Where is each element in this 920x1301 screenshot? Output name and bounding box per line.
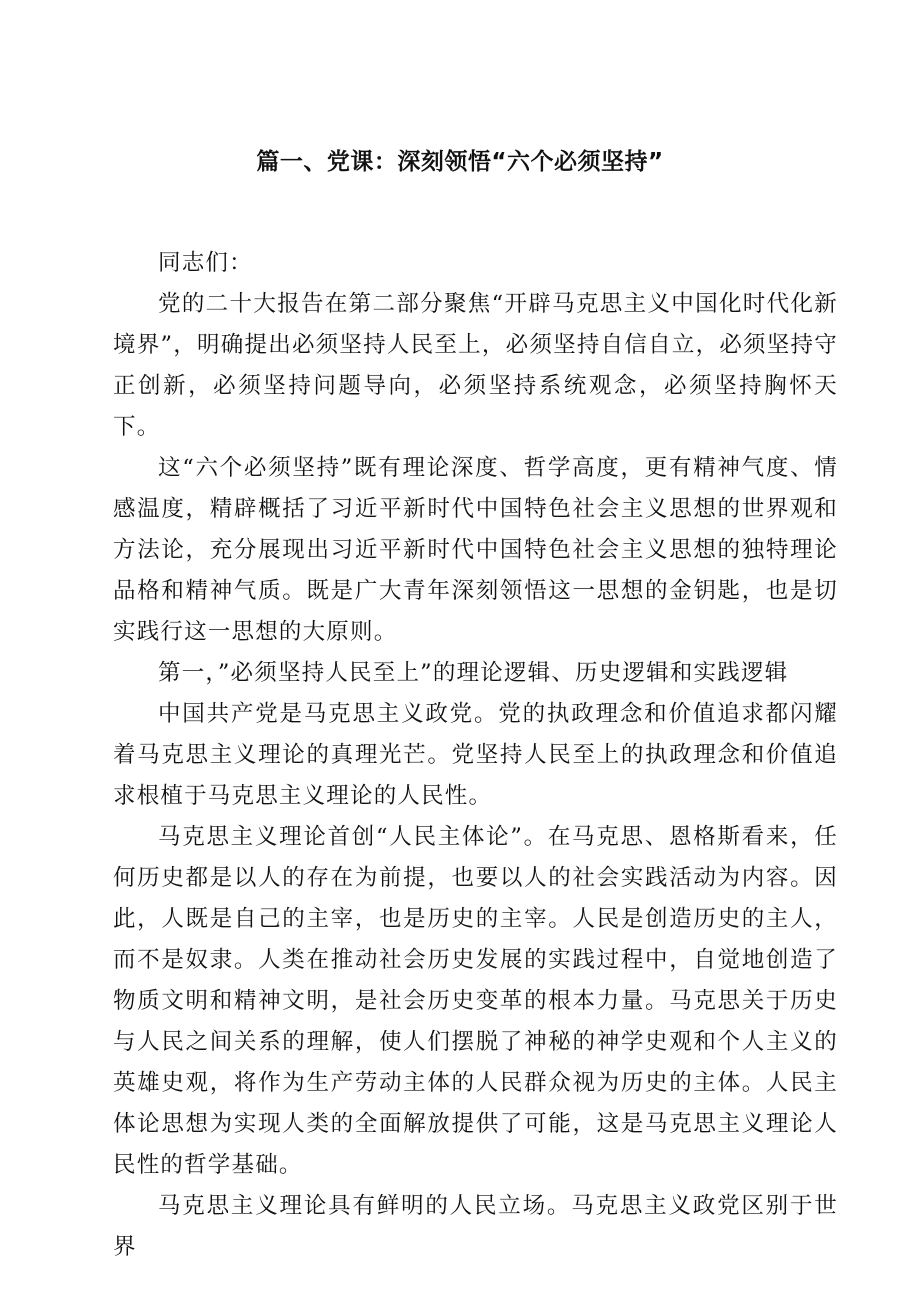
body-paragraph: 马克思主义理论具有鲜明的人民立场。马克思主义政党区别于世界 bbox=[113, 1193, 838, 1260]
body-paragraph: 这“六个必须坚持”既有理论深度、哲学高度，更有精神气度、情感温度，精辟概括了习近平新时代中国特色社会主义思想的世界观和方法论，充分展现出习近平新时代中国特色社会主义思想的独特理论品格和精神气质。既是广大青年深刻领悟这一思想的金钥匙，也是切实践行这一思想的大原则。 bbox=[113, 455, 838, 645]
salutation-paragraph: 同志们： bbox=[158, 250, 253, 276]
body-paragraph: 马克思主义理论首创“人民主体论”。在马克思、恩格斯看来，任何历史都是以人的存在为前提，也要以人的社会实践活动为内容。因此，人既是自己的主宰，也是历史的主宰。人民是创造历史的主人，而不是奴隶。人类在推动社会历史发展的实践过程中，自觉地创造了物质文明和精神文明，是社会历史变革的根本力量。马克思关于历史与人民之间关系的理解，使人们摆脱了神秘的神学史观和个人主义的英雄史观，将作为生产劳动主体的人民群众视为历史的主体。人民主体论思想为实现人类的全面解放提供了可能，这是马克思主义理论人民性的哲学基础。 bbox=[113, 824, 838, 1178]
document-body bbox=[113, 243, 838, 1268]
document-title: 篇一、党课：深刻领悟“六个必须坚持” bbox=[256, 149, 664, 175]
body-paragraph: 党的二十大报告在第二部分聚焦“开辟马克思主义中国化时代化新境界”，明确提出必须坚持人民至上，必须坚持自信自立，必须坚持守正创新，必须坚持问题导向，必须坚持系统观念，必须坚持胸怀天下。 bbox=[113, 291, 838, 440]
section-heading: 第一，”必须坚持人民至上”的理论逻辑、历史逻辑和实践逻辑 bbox=[158, 660, 789, 686]
body-paragraph: 中国共产党是马克思主义政党。党的执政理念和价值追求都闪耀着马克思主义理论的真理光芒。党坚持人民至上的执政理念和价值追求根植于马克思主义理论的人民性。 bbox=[113, 701, 838, 809]
